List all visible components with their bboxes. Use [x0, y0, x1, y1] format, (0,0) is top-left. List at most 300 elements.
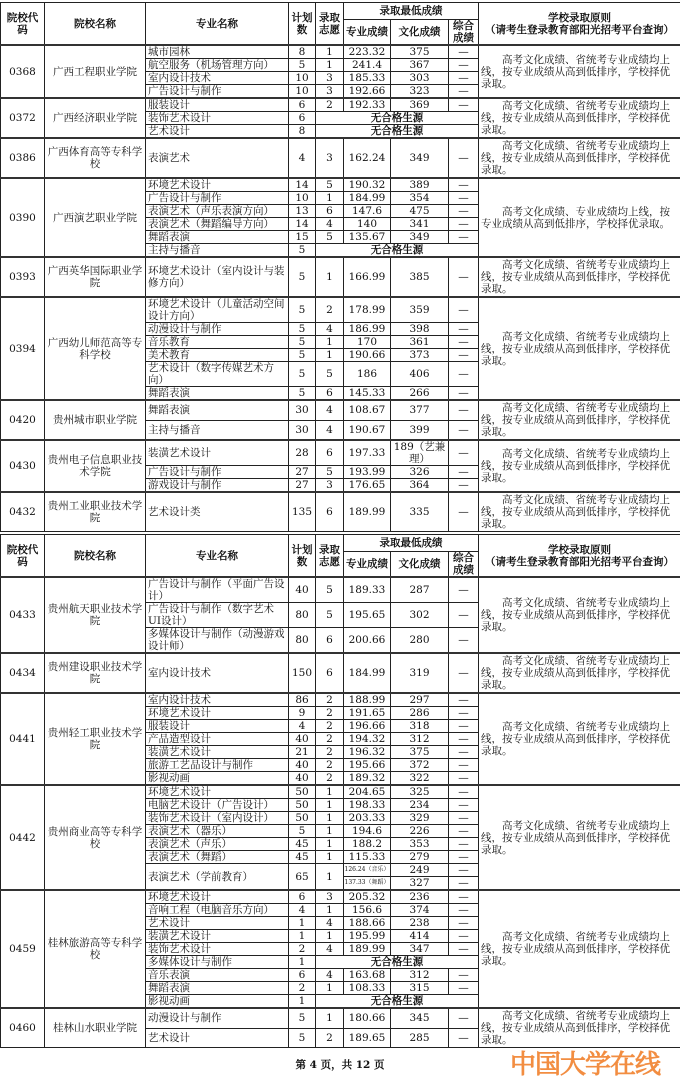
composite-score: —	[449, 720, 479, 733]
culture-score: 312	[391, 733, 449, 746]
pro-score: 135.67	[344, 231, 391, 244]
culture-score: 303	[391, 72, 449, 85]
culture-score: 414	[391, 930, 449, 943]
major-name: 室内设计技术	[146, 72, 289, 85]
composite-score: —	[449, 746, 479, 759]
volunteer: 1	[316, 904, 344, 917]
header-rule-subtitle: （请考生登录教育部阳光招考平台查询）	[481, 24, 678, 36]
plan-count: 5	[289, 362, 316, 387]
volunteer: 1	[316, 192, 344, 205]
volunteer: 2	[316, 772, 344, 786]
major-name: 城市园林	[146, 45, 289, 59]
plan-count: 80	[289, 603, 316, 628]
composite-score: —	[449, 85, 479, 99]
plan-count: 5	[289, 244, 316, 258]
major-name: 美术教育	[146, 349, 289, 362]
watermark-logo: 中国大学在线	[510, 1050, 660, 1080]
culture-score: 238	[391, 917, 449, 930]
school-code: 0442	[1, 785, 45, 890]
composite-score: —	[449, 420, 479, 440]
admission-table-2	[0, 534, 680, 1048]
plan-count: 28	[289, 440, 316, 466]
composite-score: —	[449, 825, 479, 838]
composite-score: —	[449, 1008, 479, 1028]
pro-score: 108.33	[344, 982, 391, 995]
composite-score: —	[449, 138, 479, 178]
pro-score-part: 126.24（音乐）	[344, 864, 390, 876]
plan-count: 5	[289, 257, 316, 297]
composite-score: —	[449, 362, 479, 387]
header-culture-score: 文化成绩	[391, 20, 449, 46]
composite-score	[449, 864, 479, 891]
header-composite-score: 综合成绩	[449, 20, 479, 46]
volunteer: 1	[316, 59, 344, 72]
header-min-score: 录取最低成绩	[344, 3, 479, 20]
major-name: 影视动画	[146, 772, 289, 786]
plan-count: 6	[289, 98, 316, 112]
major-name: 舞蹈表演	[146, 982, 289, 995]
pro-score: 196.32	[344, 746, 391, 759]
composite-score-part: —	[449, 864, 478, 876]
school-name: 贵州城市职业学院	[45, 400, 146, 440]
school-code: 0459	[1, 890, 45, 1008]
culture-score: 285	[391, 1028, 449, 1047]
school-name: 广西幼儿师范高等专科学校	[45, 297, 146, 400]
header-min-score: 录取最低成绩	[344, 535, 479, 552]
plan-count: 135	[289, 492, 316, 532]
header-plan: 计划数	[289, 3, 316, 46]
culture-score: 345	[391, 1008, 449, 1028]
header-rule-title: 学校录取原则	[481, 544, 678, 556]
header-pro-score: 专业成绩	[344, 20, 391, 46]
volunteer: 2	[316, 707, 344, 720]
culture-score: 399	[391, 420, 449, 440]
composite-score: —	[449, 603, 479, 628]
table-row	[1, 440, 680, 466]
plan-count: 6	[289, 969, 316, 982]
composite-score: —	[449, 982, 479, 995]
composite-score: —	[449, 59, 479, 72]
school-code: 0420	[1, 400, 45, 440]
plan-count: 8	[289, 125, 316, 139]
composite-score: —	[449, 917, 479, 930]
table-row	[1, 653, 680, 693]
no-qualified-applicants: 无合格生源	[316, 125, 479, 139]
volunteer: 1	[316, 851, 344, 864]
culture-score: 372	[391, 759, 449, 772]
pro-score: 156.6	[344, 904, 391, 917]
volunteer: 4	[316, 969, 344, 982]
plan-count: 27	[289, 466, 316, 479]
major-name: 动漫设计与制作	[146, 1008, 289, 1028]
header-plan: 计划数	[289, 535, 316, 578]
culture-score: 286	[391, 707, 449, 720]
table-row	[1, 785, 680, 799]
volunteer: 1	[316, 799, 344, 812]
pro-score: 186.99	[344, 323, 391, 336]
composite-score: —	[449, 812, 479, 825]
major-name: 装饰艺术设计（室内设计）	[146, 812, 289, 825]
plan-count: 4	[289, 720, 316, 733]
volunteer: 4	[316, 917, 344, 930]
culture-score: 375	[391, 746, 449, 759]
plan-count: 5	[289, 825, 316, 838]
plan-count: 40	[289, 772, 316, 786]
plan-count: 5	[289, 349, 316, 362]
pro-score: 205.32	[344, 890, 391, 904]
school-code: 0372	[1, 98, 45, 138]
major-name: 环境艺术设计	[146, 785, 289, 799]
volunteer: 1	[316, 349, 344, 362]
table-row	[1, 257, 680, 297]
plan-count: 150	[289, 653, 316, 693]
culture-score: 236	[391, 890, 449, 904]
volunteer: 3	[316, 72, 344, 85]
major-name: 表演艺术（声乐表演方向）	[146, 205, 289, 218]
major-name: 室内设计技术	[146, 653, 289, 693]
volunteer: 1	[316, 982, 344, 995]
major-name: 服装设计	[146, 720, 289, 733]
pro-score: 189.32	[344, 772, 391, 786]
culture-score: 312	[391, 969, 449, 982]
plan-count: 40	[289, 733, 316, 746]
school-code: 0390	[1, 178, 45, 257]
plan-count: 50	[289, 799, 316, 812]
plan-count: 5	[289, 297, 316, 323]
table-row	[1, 890, 680, 904]
volunteer: 1	[316, 812, 344, 825]
pro-score: 184.99	[344, 653, 391, 693]
volunteer: 1	[316, 45, 344, 59]
volunteer: 1	[316, 257, 344, 297]
composite-score: —	[449, 387, 479, 401]
school-name: 贵州建设职业技术学院	[45, 653, 146, 693]
volunteer: 6	[316, 387, 344, 401]
admission-rule: 高考文化成绩、省统考专业成绩均上线，按专业成绩从高到低排序，学校择优录取。	[479, 138, 680, 178]
culture-score: 375	[391, 45, 449, 59]
volunteer: 4	[316, 218, 344, 231]
major-name: 表演艺术（器乐）	[146, 825, 289, 838]
header-rule	[479, 3, 680, 46]
plan-count: 45	[289, 851, 316, 864]
pro-score	[344, 864, 391, 891]
plan-count: 40	[289, 577, 316, 603]
major-name: 环境艺术设计	[146, 178, 289, 192]
plan-count: 1	[289, 930, 316, 943]
major-name: 室内设计技术	[146, 693, 289, 707]
pro-score: 192.66	[344, 85, 391, 99]
header-rule-title: 学校录取原则	[481, 12, 678, 24]
composite-score: —	[449, 492, 479, 532]
table-row	[1, 693, 680, 707]
header-volunteer: 录取志愿	[316, 3, 344, 46]
major-name: 表演艺术（声乐）	[146, 838, 289, 851]
composite-score: —	[449, 969, 479, 982]
major-name: 旅游工艺品设计与制作	[146, 759, 289, 772]
school-name: 桂林山水职业学院	[45, 1008, 146, 1048]
pro-score: 195.99	[344, 930, 391, 943]
culture-score: 347	[391, 943, 449, 956]
major-name: 环境艺术设计（儿童活动空间设计方向）	[146, 297, 289, 323]
admission-rule: 高考文化成绩、省统考专业成绩均上线，按专业成绩从高到低排序，学校择优录取。	[479, 653, 680, 693]
major-name: 舞蹈表演	[146, 387, 289, 401]
major-name: 影视动画	[146, 995, 289, 1009]
pro-score: 194.32	[344, 733, 391, 746]
admission-rule: 高考文化成绩、省统考专业成绩均上线，按专业成绩从高到低排序，学校择优录取。	[479, 1008, 680, 1048]
plan-count: 30	[289, 400, 316, 420]
composite-score: —	[449, 693, 479, 707]
culture-score	[391, 864, 449, 891]
plan-count: 5	[289, 59, 316, 72]
admission-rule: 高考文化成绩、省统考专业成绩均上线，按专业成绩从高到低排序，学校择优录取。	[479, 785, 680, 890]
composite-score: —	[449, 904, 479, 917]
school-name: 贵州轻工职业技术学院	[45, 693, 146, 785]
plan-count: 4	[289, 904, 316, 917]
admission-rule: 高考文化成绩、省统考专业成绩均上线，按专业成绩从高到低排序，学校择优录取。	[479, 693, 680, 785]
major-name: 艺术设计	[146, 917, 289, 930]
composite-score: —	[449, 799, 479, 812]
culture-score: 361	[391, 336, 449, 349]
header-school: 院校名称	[45, 535, 146, 578]
plan-count: 50	[289, 785, 316, 799]
document-page	[0, 2, 680, 1082]
composite-score: —	[449, 323, 479, 336]
admission-rule: 高考文化成绩、省统考专业成绩均上线，按专业成绩从高到低排序，学校择优录取。	[479, 492, 680, 532]
culture-score: 369	[391, 98, 449, 112]
culture-score: 226	[391, 825, 449, 838]
plan-count: 1	[289, 917, 316, 930]
volunteer: 4	[316, 400, 344, 420]
pro-score: 191.65	[344, 707, 391, 720]
plan-count: 6	[289, 890, 316, 904]
composite-score: —	[449, 707, 479, 720]
culture-score: 326	[391, 466, 449, 479]
school-name: 贵州工业职业技术学院	[45, 492, 146, 532]
volunteer: 2	[316, 297, 344, 323]
pro-score: 189.65	[344, 1028, 391, 1047]
pro-score: 178.99	[344, 297, 391, 323]
plan-count: 14	[289, 218, 316, 231]
volunteer: 2	[316, 693, 344, 707]
culture-score: 367	[391, 59, 449, 72]
composite-score-part: —	[449, 876, 478, 889]
major-name: 装饰艺术设计	[146, 112, 289, 125]
culture-score: 280	[391, 628, 449, 654]
plan-count: 8	[289, 45, 316, 59]
pro-score: 196.66	[344, 720, 391, 733]
volunteer: 4	[316, 420, 344, 440]
major-name: 表演艺术（舞蹈编导方向）	[146, 218, 289, 231]
plan-count: 6	[289, 112, 316, 125]
culture-score: 287	[391, 577, 449, 603]
pro-score: 204.65	[344, 785, 391, 799]
volunteer: 5	[316, 577, 344, 603]
major-name: 艺术设计类	[146, 492, 289, 532]
composite-score: —	[449, 178, 479, 192]
culture-score: 385	[391, 257, 449, 297]
composite-score: —	[449, 257, 479, 297]
no-qualified-applicants: 无合格生源	[316, 995, 479, 1009]
school-name: 贵州电子信息职业技术学院	[45, 440, 146, 492]
major-name: 音乐表演	[146, 969, 289, 982]
school-name: 贵州商业高等专科学校	[45, 785, 146, 890]
pro-score: 193.99	[344, 466, 391, 479]
culture-score: 315	[391, 982, 449, 995]
table-row	[1, 297, 680, 323]
admission-rule: 高考文化成绩、省统考专业成绩均上线，按专业成绩从高到低排序，学校择优录取。	[479, 577, 680, 653]
composite-score: —	[449, 98, 479, 112]
pro-score: 195.65	[344, 603, 391, 628]
plan-count: 4	[289, 138, 316, 178]
school-code: 0433	[1, 577, 45, 653]
culture-score: 341	[391, 218, 449, 231]
culture-score: 373	[391, 349, 449, 362]
header-code: 院校代码	[1, 3, 45, 46]
plan-count: 40	[289, 759, 316, 772]
major-name: 广告设计与制作	[146, 85, 289, 99]
plan-count: 5	[289, 323, 316, 336]
composite-score: —	[449, 297, 479, 323]
plan-count: 21	[289, 746, 316, 759]
volunteer: 2	[316, 746, 344, 759]
pro-score: 190.66	[344, 349, 391, 362]
school-name: 桂林旅游高等专科学校	[45, 890, 146, 1008]
composite-score: —	[449, 733, 479, 746]
school-code: 0430	[1, 440, 45, 492]
plan-count: 1	[289, 995, 316, 1009]
major-name: 环境艺术设计（室内设计与装修方向）	[146, 257, 289, 297]
header-school: 院校名称	[45, 3, 146, 46]
school-code: 0368	[1, 45, 45, 98]
major-name: 装潢艺术设计	[146, 930, 289, 943]
pro-score: 223.32	[344, 45, 391, 59]
volunteer: 4	[316, 323, 344, 336]
plan-count: 5	[289, 336, 316, 349]
culture-score: 323	[391, 85, 449, 99]
culture-score: 302	[391, 603, 449, 628]
culture-score: 189（艺兼理）	[391, 440, 449, 466]
composite-score: —	[449, 653, 479, 693]
pro-score: 147.6	[344, 205, 391, 218]
pro-score: 200.66	[344, 628, 391, 654]
admission-table-1	[0, 2, 680, 532]
volunteer: 2	[316, 1028, 344, 1047]
major-name: 广告设计与制作	[146, 466, 289, 479]
composite-score: —	[449, 851, 479, 864]
admission-rule: 高考文化成绩、省统考专业成绩均上线，按专业成绩从高到低排序，学校择优录取。	[479, 890, 680, 1008]
culture-score: 279	[391, 851, 449, 864]
pro-score: 185.33	[344, 72, 391, 85]
culture-score: 234	[391, 799, 449, 812]
volunteer: 6	[316, 205, 344, 218]
plan-count: 14	[289, 178, 316, 192]
page-footer: 第 4 页，共 12 页	[0, 1058, 680, 1072]
plan-count: 1	[289, 956, 316, 969]
composite-score: —	[449, 231, 479, 244]
composite-score: —	[449, 336, 479, 349]
table-row	[1, 45, 680, 59]
school-name: 广西演艺职业学院	[45, 178, 146, 257]
culture-score-part: 327	[391, 876, 448, 889]
pro-score: 190.32	[344, 178, 391, 192]
major-name: 主持与播音	[146, 244, 289, 258]
composite-score: —	[449, 349, 479, 362]
pro-score: 188.66	[344, 917, 391, 930]
school-name: 广西体育高等专科学校	[45, 138, 146, 178]
pro-score: 170	[344, 336, 391, 349]
volunteer: 1	[316, 1008, 344, 1028]
culture-score: 353	[391, 838, 449, 851]
culture-score: 329	[391, 812, 449, 825]
major-name: 主持与播音	[146, 420, 289, 440]
pro-score: 140	[344, 218, 391, 231]
plan-count: 2	[289, 982, 316, 995]
culture-score: 322	[391, 772, 449, 786]
volunteer: 1	[316, 864, 344, 891]
pro-score: 163.68	[344, 969, 391, 982]
composite-score: —	[449, 772, 479, 786]
volunteer: 3	[316, 890, 344, 904]
pro-score: 166.99	[344, 257, 391, 297]
major-name: 艺术设计（数字传媒艺术方向）	[146, 362, 289, 387]
school-name: 广西英华国际职业学院	[45, 257, 146, 297]
composite-score: —	[449, 759, 479, 772]
pro-score: 188.99	[344, 693, 391, 707]
admission-rule: 高考文化成绩、省统考专业成绩均上线，按专业成绩从高到低排序，学校择优录取。	[479, 98, 680, 138]
major-name: 环境艺术设计	[146, 890, 289, 904]
admission-rule: 高考文化成绩、专业成绩均上线，按专业成绩从高到低排序，学校择优录取。	[479, 178, 680, 257]
header-code: 院校代码	[1, 535, 45, 578]
pro-score: 184.99	[344, 192, 391, 205]
composite-score: —	[449, 466, 479, 479]
volunteer: 1	[316, 336, 344, 349]
major-name: 动漫设计与制作	[146, 323, 289, 336]
plan-count: 10	[289, 192, 316, 205]
major-name: 广告设计与制作（数字艺术UI设计）	[146, 603, 289, 628]
major-name: 装饰艺术设计	[146, 943, 289, 956]
table-row	[1, 138, 680, 178]
culture-score: 406	[391, 362, 449, 387]
plan-count: 27	[289, 479, 316, 493]
culture-score: 319	[391, 653, 449, 693]
school-code: 0386	[1, 138, 45, 178]
pro-score: 115.33	[344, 851, 391, 864]
admission-rule: 高考文化成绩、省统考专业成绩均上线，按专业成绩从高到低排序，学校择优录取。	[479, 45, 680, 98]
pro-score: 198.33	[344, 799, 391, 812]
volunteer: 3	[316, 85, 344, 99]
pro-score: 241.4	[344, 59, 391, 72]
composite-score: —	[449, 577, 479, 603]
culture-score: 297	[391, 693, 449, 707]
volunteer: 6	[316, 440, 344, 466]
volunteer: 2	[316, 759, 344, 772]
composite-score: —	[449, 218, 479, 231]
school-code: 0393	[1, 257, 45, 297]
major-name: 广告设计与制作	[146, 192, 289, 205]
pro-score: 180.66	[344, 1008, 391, 1028]
plan-count: 5	[289, 1008, 316, 1028]
major-name: 表演艺术	[146, 138, 289, 178]
pro-score: 203.33	[344, 812, 391, 825]
volunteer: 2	[316, 733, 344, 746]
culture-score: 349	[391, 138, 449, 178]
major-name: 服装设计	[146, 98, 289, 112]
header-composite-score: 综合成绩	[449, 552, 479, 578]
pro-score: 197.33	[344, 440, 391, 466]
major-name: 表演艺术（学前教育）	[146, 864, 289, 891]
volunteer: 5	[316, 231, 344, 244]
major-name: 广告设计与制作（平面广告设计）	[146, 577, 289, 603]
